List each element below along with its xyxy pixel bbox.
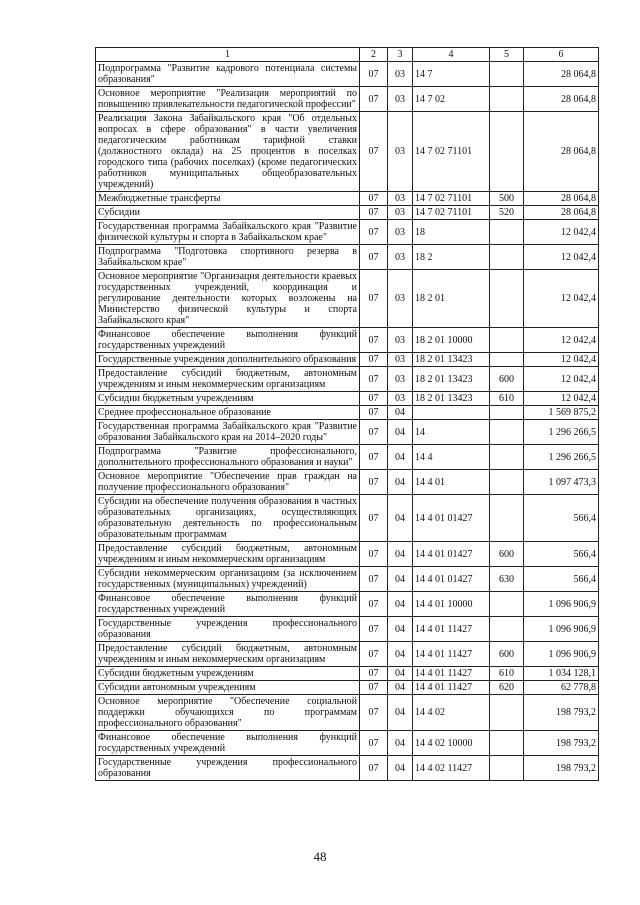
row-amount: 12 042,4	[524, 328, 599, 353]
row-amount: 28 064,8	[524, 192, 599, 206]
row-name: Среднее профессиональное образование	[96, 406, 360, 420]
row-section: 07	[360, 192, 388, 206]
row-amount: 1 096 906,9	[524, 617, 599, 642]
row-name: Субсидии бюджетным учреждениям	[96, 392, 360, 406]
row-target-article: 14 4 01 01427	[413, 542, 490, 567]
row-subsection: 03	[388, 220, 413, 245]
table-row	[96, 681, 599, 695]
row-target-article: 14 4 01 11427	[413, 642, 490, 667]
table-row	[96, 567, 599, 592]
row-name: Государственная программа Забайкальского края "Развитие образования Забайкальского края на 2014–2020 годы"	[96, 420, 360, 445]
row-section: 07	[360, 245, 388, 270]
row-expense-type	[490, 220, 524, 245]
table-row	[96, 87, 599, 112]
row-subsection: 04	[388, 617, 413, 642]
table-row	[96, 220, 599, 245]
row-expense-type	[490, 470, 524, 495]
row-expense-type	[490, 445, 524, 470]
row-section: 07	[360, 695, 388, 731]
table-row	[96, 495, 599, 542]
row-subsection: 04	[388, 592, 413, 617]
row-section: 07	[360, 495, 388, 542]
row-subsection: 04	[388, 695, 413, 731]
row-expense-type	[490, 495, 524, 542]
row-section: 07	[360, 392, 388, 406]
row-subsection: 04	[388, 731, 413, 756]
header-col-2: 2	[360, 48, 388, 62]
row-amount: 1 034 128,1	[524, 667, 599, 681]
table-row	[96, 731, 599, 756]
row-amount: 1 096 906,9	[524, 592, 599, 617]
row-expense-type: 600	[490, 367, 524, 392]
row-subsection: 03	[388, 62, 413, 87]
row-section: 07	[360, 592, 388, 617]
row-amount: 1 097 473,3	[524, 470, 599, 495]
row-name: Государственные учреждения профессионального образования	[96, 617, 360, 642]
row-subsection: 03	[388, 367, 413, 392]
table-row	[96, 270, 599, 328]
row-target-article: 14 4 01 11427	[413, 681, 490, 695]
table-row	[96, 592, 599, 617]
header-col-3: 3	[388, 48, 413, 62]
row-target-article: 14 4 02	[413, 695, 490, 731]
row-expense-type: 610	[490, 392, 524, 406]
row-section: 07	[360, 470, 388, 495]
row-name: Основное мероприятие "Организация деятельности краевых государственных учреждений, координация и регулирование деятельности которых возложены на Министерство физической культуры и спорта Забайкальского края"	[96, 270, 360, 328]
row-section: 07	[360, 445, 388, 470]
row-amount: 1 569 875,2	[524, 406, 599, 420]
row-target-article: 14 4 01	[413, 470, 490, 495]
table-row	[96, 445, 599, 470]
row-section: 07	[360, 567, 388, 592]
row-subsection: 04	[388, 542, 413, 567]
row-expense-type: 610	[490, 667, 524, 681]
row-target-article: 14 7 02 71101	[413, 206, 490, 220]
row-amount: 566,4	[524, 495, 599, 542]
header-col-5: 5	[490, 48, 524, 62]
row-name: Субсидии	[96, 206, 360, 220]
row-target-article: 14 7 02 71101	[413, 112, 490, 192]
row-expense-type	[490, 245, 524, 270]
row-amount: 28 064,8	[524, 206, 599, 220]
row-section: 07	[360, 617, 388, 642]
row-expense-type	[490, 420, 524, 445]
row-expense-type	[490, 112, 524, 192]
row-target-article: 18	[413, 220, 490, 245]
row-amount: 28 064,8	[524, 62, 599, 87]
row-expense-type	[490, 695, 524, 731]
row-section: 07	[360, 667, 388, 681]
row-subsection: 04	[388, 681, 413, 695]
row-section: 07	[360, 367, 388, 392]
row-name: Государственная программа Забайкальского края "Развитие физической культуры и спорта в Забайкальском крае"	[96, 220, 360, 245]
row-name: Основное мероприятие "Обеспечение прав граждан на получение профессионального образования"	[96, 470, 360, 495]
row-target-article: 14	[413, 420, 490, 445]
row-expense-type	[490, 731, 524, 756]
row-target-article: 14 4 01 10000	[413, 592, 490, 617]
row-target-article: 18 2 01 10000	[413, 328, 490, 353]
row-subsection: 04	[388, 420, 413, 445]
row-amount: 12 042,4	[524, 367, 599, 392]
row-subsection: 03	[388, 87, 413, 112]
header-col-4: 4	[413, 48, 490, 62]
row-target-article: 18 2	[413, 245, 490, 270]
row-subsection: 03	[388, 192, 413, 206]
row-amount: 28 064,8	[524, 112, 599, 192]
table-row	[96, 112, 599, 192]
row-expense-type	[490, 617, 524, 642]
row-expense-type	[490, 62, 524, 87]
row-subsection: 04	[388, 756, 413, 781]
table-body	[96, 62, 599, 781]
row-name: Предоставление субсидий бюджетным, автономным учреждениям и иным некоммерческим организациям	[96, 367, 360, 392]
row-target-article: 18 2 01 13423	[413, 353, 490, 367]
table-row	[96, 756, 599, 781]
row-subsection: 04	[388, 406, 413, 420]
table-row	[96, 406, 599, 420]
row-target-article: 14 4 02 10000	[413, 731, 490, 756]
row-target-article: 14 4 01 01427	[413, 567, 490, 592]
row-target-article: 14 4	[413, 445, 490, 470]
row-amount: 12 042,4	[524, 245, 599, 270]
row-name: Субсидии на обеспечение получения образования в частных образовательных организациях, осуществляющих образовательную деятельность по профессиональным образовательным программам	[96, 495, 360, 542]
row-amount: 12 042,4	[524, 270, 599, 328]
row-name: Предоставление субсидий бюджетным, автономным учреждениям и иным некоммерческим организациям	[96, 642, 360, 667]
row-amount: 1 296 266,5	[524, 445, 599, 470]
row-section: 07	[360, 220, 388, 245]
row-name: Подпрограмма "Подготовка спортивного резерва в Забайкальском крае"	[96, 245, 360, 270]
row-amount: 28 064,8	[524, 87, 599, 112]
row-section: 07	[360, 87, 388, 112]
row-amount: 198 793,2	[524, 695, 599, 731]
row-subsection: 04	[388, 667, 413, 681]
page-number: 48	[313, 849, 327, 864]
row-expense-type: 520	[490, 206, 524, 220]
row-section: 07	[360, 328, 388, 353]
row-name: Субсидии автономным учреждениям	[96, 681, 360, 695]
row-subsection: 04	[388, 470, 413, 495]
row-amount: 1 296 266,5	[524, 420, 599, 445]
row-subsection: 03	[388, 328, 413, 353]
row-section: 07	[360, 756, 388, 781]
row-target-article: 14 4 02 11427	[413, 756, 490, 781]
table-row	[96, 642, 599, 667]
row-amount: 566,4	[524, 567, 599, 592]
row-name: Государственные учреждения профессионального образования	[96, 756, 360, 781]
row-section: 07	[360, 731, 388, 756]
row-section: 07	[360, 62, 388, 87]
table-row	[96, 617, 599, 642]
table-row	[96, 192, 599, 206]
header-row	[96, 48, 599, 62]
row-section: 07	[360, 406, 388, 420]
row-name: Государственные учреждения дополнительного образования	[96, 353, 360, 367]
row-target-article: 14 4 01 11427	[413, 617, 490, 642]
row-amount: 62 778,8	[524, 681, 599, 695]
table-row	[96, 206, 599, 220]
row-section: 07	[360, 353, 388, 367]
row-subsection: 04	[388, 567, 413, 592]
row-expense-type	[490, 353, 524, 367]
row-target-article	[413, 406, 490, 420]
table-row	[96, 470, 599, 495]
row-target-article: 18 2 01 13423	[413, 392, 490, 406]
row-name: Подпрограмма "Развитие профессионального, дополнительного профессионального образования и науки"	[96, 445, 360, 470]
row-section: 07	[360, 420, 388, 445]
row-target-article: 14 7 02	[413, 87, 490, 112]
row-section: 07	[360, 681, 388, 695]
row-expense-type: 620	[490, 681, 524, 695]
row-target-article: 14 4 01 01427	[413, 495, 490, 542]
table-row	[96, 420, 599, 445]
row-subsection: 03	[388, 270, 413, 328]
row-name: Финансовое обеспечение выполнения функций государственных учреждений	[96, 328, 360, 353]
table-row	[96, 667, 599, 681]
row-subsection: 03	[388, 245, 413, 270]
row-amount: 566,4	[524, 542, 599, 567]
row-section: 07	[360, 112, 388, 192]
row-name: Реализация Закона Забайкальского края "Об отдельных вопросах в сфере образования" в части увеличения педагогическим работникам тарифной ставки (должностного оклада) на 25 процентов в поселках городского типа (рабочих поселках) (кроме педагогических работников муниципальных общеобразовательных учреждений)	[96, 112, 360, 192]
row-name: Основное мероприятие "Реализация мероприятий по повышению привлекательности педагогической профессии"	[96, 87, 360, 112]
header-col-1: 1	[96, 48, 360, 62]
table-row	[96, 245, 599, 270]
row-expense-type	[490, 87, 524, 112]
row-name: Межбюджетные трансферты	[96, 192, 360, 206]
row-expense-type	[490, 756, 524, 781]
table-row	[96, 392, 599, 406]
row-amount: 12 042,4	[524, 220, 599, 245]
row-name: Субсидии некоммерческим организациям (за исключением государственных (муниципальных) учреждений)	[96, 567, 360, 592]
table-row	[96, 367, 599, 392]
row-amount: 1 096 906,9	[524, 642, 599, 667]
row-target-article: 18 2 01 13423	[413, 367, 490, 392]
row-name: Подпрограмма "Развитие кадрового потенциала системы образования"	[96, 62, 360, 87]
row-name: Финансовое обеспечение выполнения функций государственных учреждений	[96, 592, 360, 617]
row-name: Финансовое обеспечение выполнения функций государственных учреждений	[96, 731, 360, 756]
row-name: Предоставление субсидий бюджетным, автономным учреждениям и иным некоммерческим организациям	[96, 542, 360, 567]
row-section: 07	[360, 270, 388, 328]
table-row	[96, 328, 599, 353]
row-expense-type	[490, 592, 524, 617]
row-subsection: 03	[388, 392, 413, 406]
row-name: Субсидии бюджетным учреждениям	[96, 667, 360, 681]
row-expense-type	[490, 406, 524, 420]
row-target-article: 18 2 01	[413, 270, 490, 328]
table-row	[96, 353, 599, 367]
header-col-6: 6	[524, 48, 599, 62]
row-expense-type: 500	[490, 192, 524, 206]
table-row	[96, 695, 599, 731]
row-amount: 198 793,2	[524, 756, 599, 781]
row-name: Основное мероприятие "Обеспечение социальной поддержки обучающихся по программам профессионального образования"	[96, 695, 360, 731]
row-expense-type: 600	[490, 642, 524, 667]
table-row	[96, 62, 599, 87]
row-amount: 12 042,4	[524, 353, 599, 367]
row-subsection: 03	[388, 206, 413, 220]
row-expense-type	[490, 270, 524, 328]
row-subsection: 04	[388, 495, 413, 542]
table-row	[96, 542, 599, 567]
row-expense-type: 630	[490, 567, 524, 592]
row-subsection: 03	[388, 353, 413, 367]
row-target-article: 14 7 02 71101	[413, 192, 490, 206]
budget-table	[95, 47, 599, 781]
row-amount: 198 793,2	[524, 731, 599, 756]
row-expense-type	[490, 328, 524, 353]
row-amount: 12 042,4	[524, 392, 599, 406]
row-section: 07	[360, 642, 388, 667]
row-expense-type: 600	[490, 542, 524, 567]
row-subsection: 04	[388, 642, 413, 667]
row-target-article: 14 4 01 11427	[413, 667, 490, 681]
row-subsection: 04	[388, 445, 413, 470]
row-section: 07	[360, 206, 388, 220]
row-target-article: 14 7	[413, 62, 490, 87]
row-subsection: 03	[388, 112, 413, 192]
row-section: 07	[360, 542, 388, 567]
